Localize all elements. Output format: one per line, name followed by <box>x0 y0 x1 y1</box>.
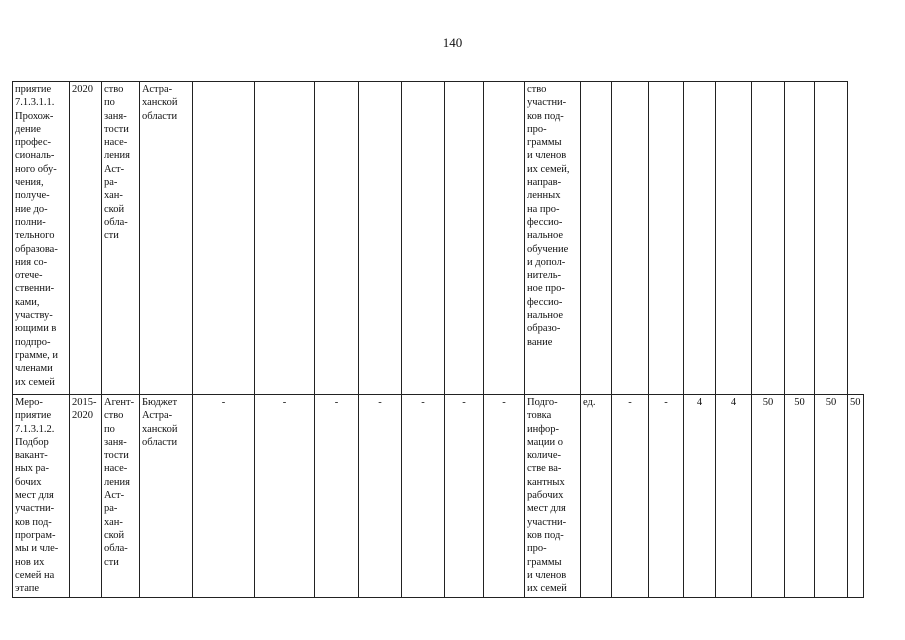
funding-cell <box>402 82 445 395</box>
funding-cell: - <box>255 395 315 598</box>
value-cell <box>785 82 815 395</box>
funding-cell <box>193 82 255 395</box>
years-cell: 2015- 2020 <box>70 395 102 598</box>
funding-source-cell: Астра- ханской области <box>140 82 193 395</box>
value-cell <box>684 82 716 395</box>
value-cell: 4 <box>716 395 752 598</box>
value-cell <box>649 82 684 395</box>
program-measures-table <box>12 81 864 598</box>
value-cell: 4 <box>684 395 716 598</box>
value-cell: - <box>649 395 684 598</box>
funding-cell: - <box>484 395 525 598</box>
funding-cell: - <box>315 395 359 598</box>
value-cell: 50 <box>848 395 864 598</box>
executor-cell: ство по заня- тости насе- ления Аст- ра- хан- ской обла- сти <box>102 82 140 395</box>
value-cell <box>815 82 848 395</box>
table-row <box>13 82 864 395</box>
funding-cell <box>445 82 484 395</box>
funding-source-cell: Бюджет Астра- ханской области <box>140 395 193 598</box>
value-cell: 50 <box>785 395 815 598</box>
page-number: 140 <box>442 35 463 50</box>
funding-cell <box>359 82 402 395</box>
value-cell: 50 <box>752 395 785 598</box>
value-cell: - <box>612 395 649 598</box>
funding-cell: - <box>445 395 484 598</box>
funding-cell: - <box>359 395 402 598</box>
executor-cell: Агент- ство по заня- тости насе- ления Аст- ра- хан- ской обла- сти <box>102 395 140 598</box>
value-cell <box>716 82 752 395</box>
unit-cell: ед. <box>581 395 612 598</box>
table-row <box>13 395 864 598</box>
funding-cell <box>255 82 315 395</box>
funding-cell: - <box>402 395 445 598</box>
value-cell: 50 <box>815 395 848 598</box>
measure-cell: приятие 7.1.3.1.1. Прохож- дение профес- сиональ- ного обу- чения, получе- ние до- полни- тельного образова- ния со- отече- ственни- ками, участву- ющими в подпро- грамме, и членами их семей <box>13 82 70 395</box>
value-cell <box>752 82 785 395</box>
funding-cell <box>484 82 525 395</box>
years-cell: 2020 <box>70 82 102 395</box>
value-cell <box>612 82 649 395</box>
indicator-cell: ство участни- ков под- про- граммы и членов их семей, направ- ленных на про- фессио- нальное обучение и допол- нитель- ное про- фессио- нальное образо- вание <box>525 82 581 395</box>
funding-cell <box>315 82 359 395</box>
unit-cell <box>581 82 612 395</box>
indicator-cell: Подго- товка инфор- мации о количе- стве ва- кантных рабочих мест для участни- ков под- про- граммы и членов их семей <box>525 395 581 598</box>
measure-cell: Меро- приятие 7.1.3.1.2. Подбор вакант- ных ра- бочих мест для участни- ков под- програм- мы и чле- нов их семей на этапе <box>13 395 70 598</box>
funding-cell: - <box>193 395 255 598</box>
